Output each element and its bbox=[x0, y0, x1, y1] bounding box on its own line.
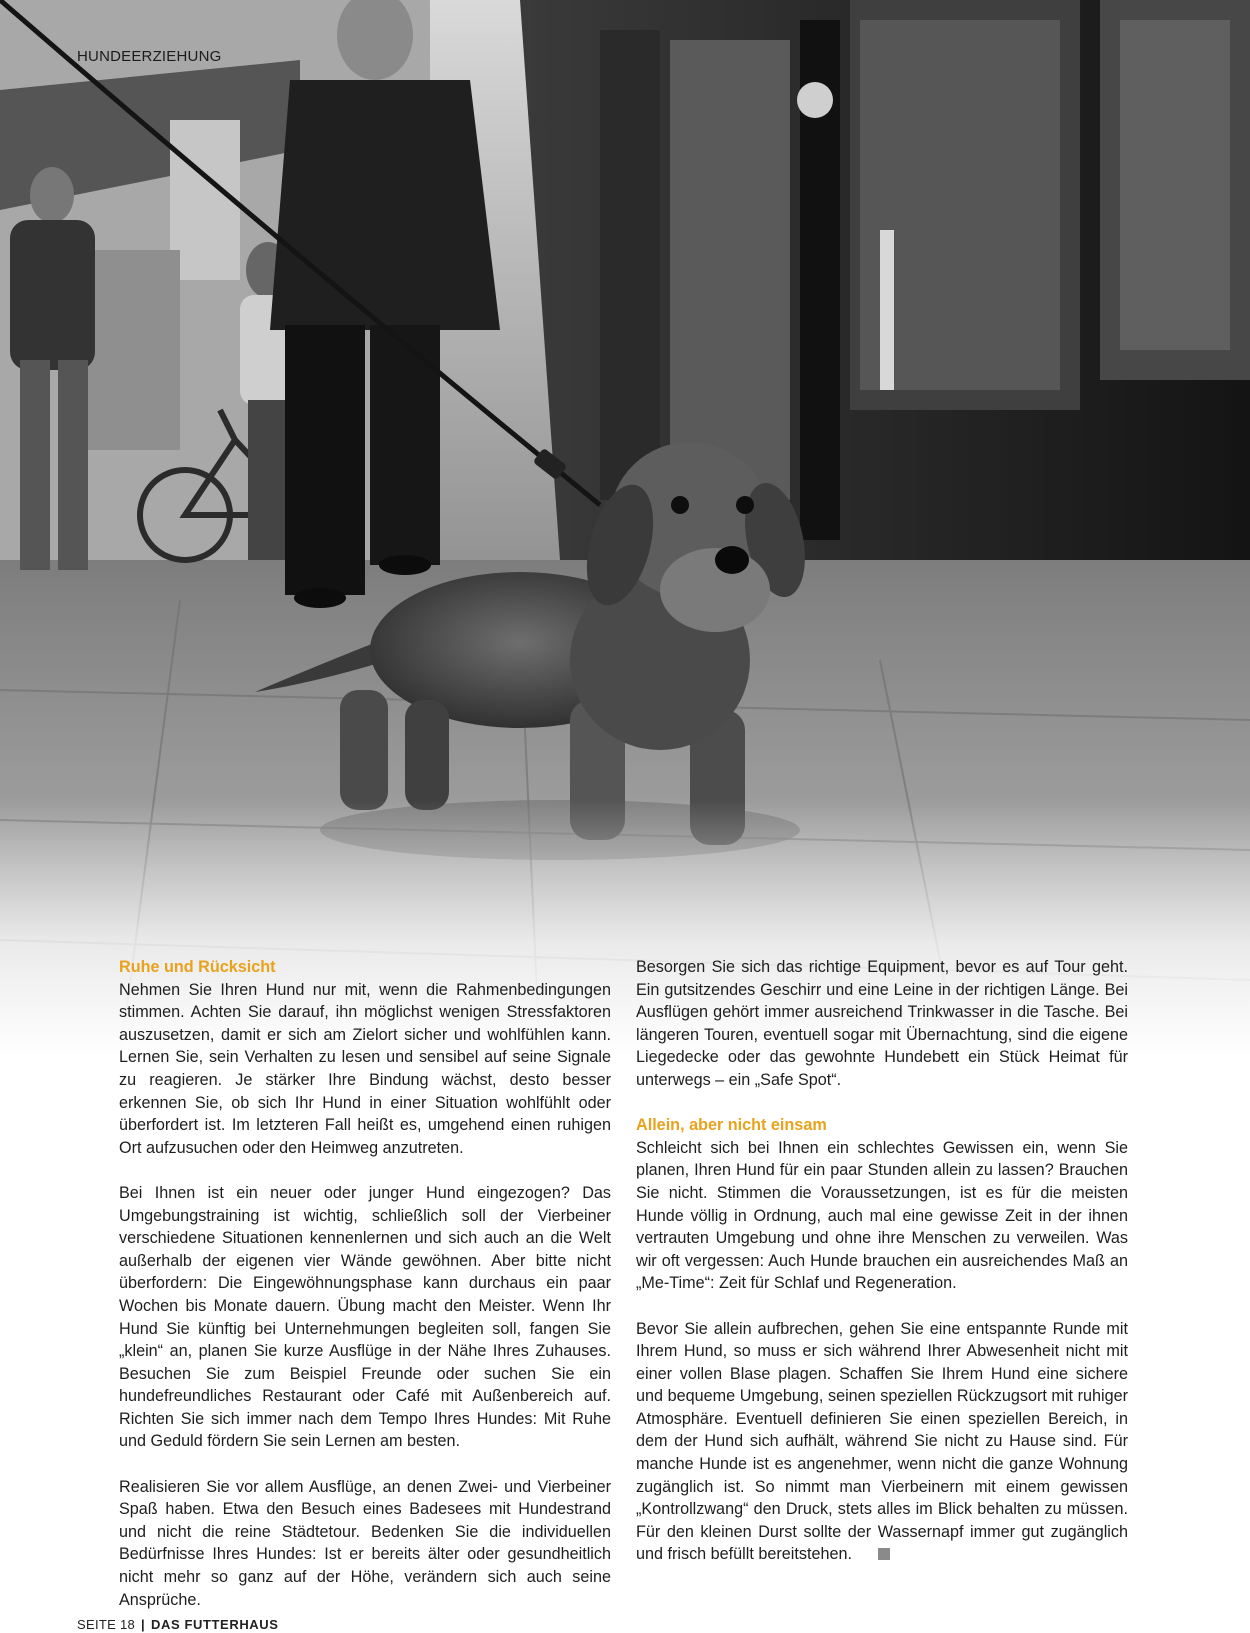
footer-separator: | bbox=[141, 1617, 145, 1632]
right-paragraph-2-text: Bevor Sie allein aufbrechen, gehen Sie eine entspannte Runde mit Ihrem Hund, so muss er sich während Ihrer Abwesenheit nicht mit einer vollen Blase plagen. Schaffen Sie Ihrem Hund eine sichere und bequeme Umgebung, seinen speziellen Rückzugsort mit ruhiger Atmosphäre. Eventuell definieren Sie einen speziellen Bereich, in dem der Hund sich aufhält, während Sie nicht zu Hause sind. Für manche Hunde ist es angenehmer, wenn nicht die ganze Wohnung zugänglich ist. So nimmt man Vierbeinern mit einem gewissen „Kontrollzwang“ den Druck, stets alles im Blick behalten zu müssen. Für den kleinen Durst sollte der Wassernapf immer gut zugänglich und frisch befüllt bereitstehen. bbox=[636, 1319, 1128, 1564]
left-paragraph-1: Nehmen Sie Ihren Hund nur mit, wenn die Rahmenbedingungen stimmen. Achten Sie darauf, ihn möglichst wenigen Stressfaktoren auszusetzen, damit er sich am Zielort sicher und wohlfühlen kann. Lernen Sie, sein Verhalten zu lesen und sensibel auf seine Signale zu reagieren. Je stärker Ihre Bindung wächst, desto besser erkennen Sie, ob sich Ihr Hund in einer Situation wohlfühlt oder überfordert ist. Im letzteren Fall heißt es, umgehend einen ruhigen Ort aufzusuchen oder den Heimweg anzutreten. bbox=[119, 980, 611, 1157]
heading-ruhe: Ruhe und Rücksicht bbox=[119, 958, 276, 976]
left-column bbox=[119, 956, 611, 1611]
left-paragraph-2: Bei Ihnen ist ein neuer oder junger Hund eingezogen? Das Umgebungstraining ist wichtig, schließlich soll der Vierbeiner verschiedene Situationen kennenlernen und sich auch an die Welt außerhalb der eigenen vier Wände gewöhnen. Aber bitte nicht überfordern: Die Eingewöhnungsphase kann durchaus ein paar Wochen bis Monate dauern. Übung macht den Meister. Wenn Ihr Hund Sie künftig bei Unternehmungen begleiten soll, fangen Sie „klein“ an, planen Sie kurze Ausflüge in der Nähe Ihres Zuhauses. Besuchen Sie zum Beispiel Freunde oder suchen Sie ein hundefreundliches Restaurant oder Café mit Außenbereich auf. Richten Sie sich immer nach dem Tempo Ihres Hundes: Mit Ruhe und Geduld fördern Sie sein Lernen am besten. bbox=[119, 1183, 611, 1451]
section-label: HUNDEERZIEHUNG bbox=[77, 48, 222, 65]
right-paragraph-1: Schleicht sich bei Ihnen ein schlechtes Gewissen ein, wenn Sie planen, Ihren Hund für ein paar Stunden allein zu lassen? Brauchen Sie nicht. Stimmen die Voraussetzungen, ist es für die meisten Hunde völlig in Ordnung, auch mal eine gewisse Zeit in der ihnen vertrauten Umgebung und ohne ihre Menschen zu verweilen. Was wir oft vergessen: Auch Hunde brauchen ein ausreichendes Maß an „Me-Time“: Zeit für Schlaf und Regeneration. bbox=[636, 1138, 1128, 1293]
publication-name: DAS FUTTERHAUS bbox=[150, 1617, 279, 1632]
right-intro-paragraph: Besorgen Sie sich das richtige Equipment, bevor es auf Tour geht. Ein gutsitzendes Geschirr und eine Leine in der richtigen Länge. Bei Ausflügen gehört immer ausreichend Trinkwasser in die Tasche. Bei längeren Touren, eventuell sogar mit Übernachtung, sind die eigene Liegedecke oder das gewohnte Hundebett ein Stück Heimat für unterwegs – ein „Safe Spot“. bbox=[636, 958, 1128, 1089]
page-footer bbox=[77, 1617, 279, 1632]
left-paragraph-3: Realisieren Sie vor allem Ausflüge, an denen Zwei- und Vierbeiner Spaß haben. Etwa den Besuch eines Badesees mit Hundestrand und nicht die reine Städtetour. Bedenken Sie die individuellen Bedürfnisse Ihres Hundes: Ist er bereits älter oder gesundheitlich nicht mehr so ganz auf der Höhe, verändern sich auch seine Ansprüche. bbox=[119, 1477, 611, 1609]
page-number: SEITE 18 bbox=[77, 1617, 136, 1632]
end-of-article-square-icon bbox=[878, 1548, 890, 1560]
right-column bbox=[636, 956, 1128, 1566]
right-paragraph-2 bbox=[636, 1318, 1128, 1567]
heading-allein: Allein, aber nicht einsam bbox=[636, 1116, 827, 1135]
